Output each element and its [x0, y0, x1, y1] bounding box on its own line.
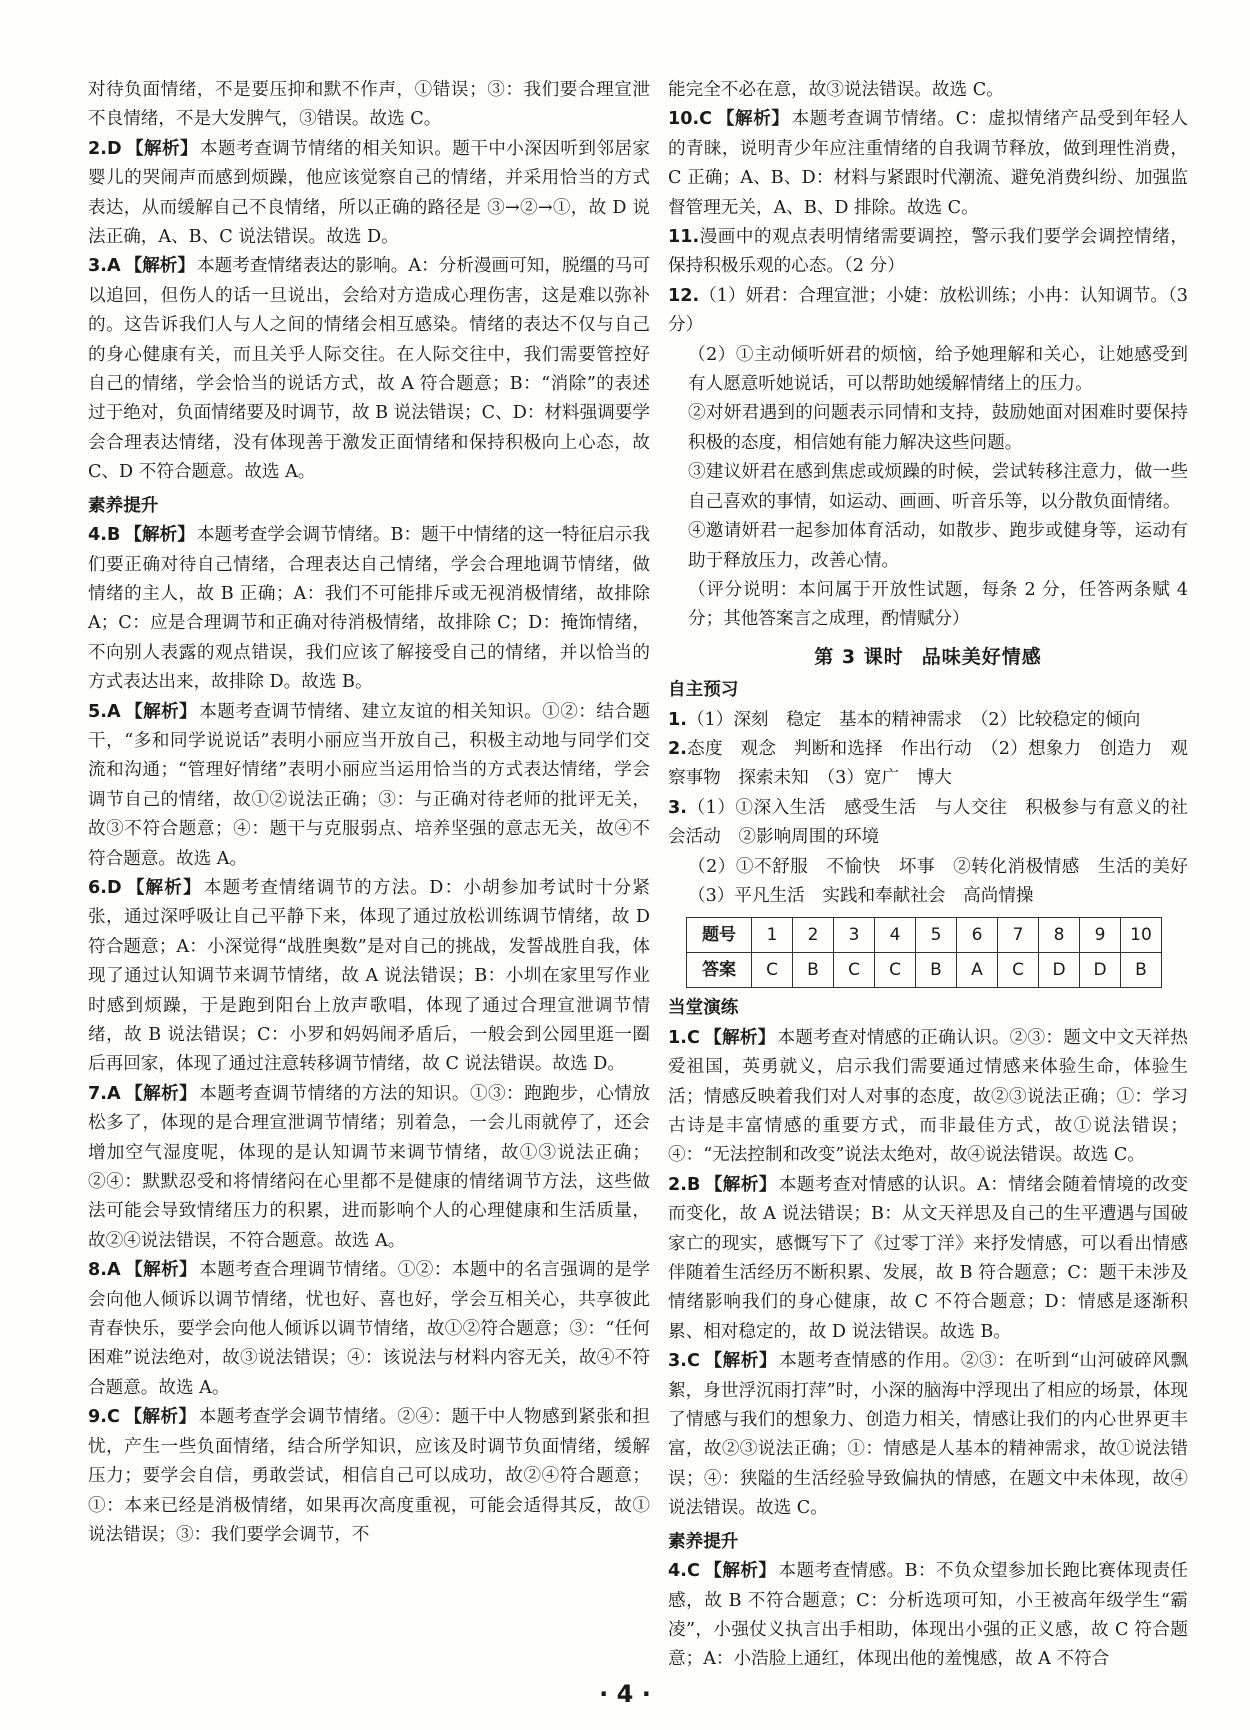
table-cell: A: [957, 953, 998, 988]
left-continuation: 对待负面情绪，不是要压抑和默不作声，①错误；③：我们要合理宣泄不良情绪，不是大发脾气，③错误。故选 C。: [88, 80, 650, 130]
table-cell: 5: [916, 918, 957, 953]
answer-table: [686, 917, 1162, 988]
q12-part: ④邀请妍君一起参加体育活动，如散步、跑步或健身等，运动有助于释放压力，改善心情。: [688, 521, 1188, 571]
q12-scoring-note: （评分说明：本问属于开放性试题，每条 2 分，任答两条赋 4 分；其他答案言之成理，酌情赋分）: [688, 579, 1188, 630]
answer-item: 5.A 【解析】 本题考查调节情绪、建立友谊的相关知识。①②：结合题干，“多和同学说说话”表明小丽应当开放自己，积极主动地与同学们交流和沟通；“管理好情绪”表明小丽应当运用恰当的方式表达情绪，学会调节自己的情绪，故①②说法正确；③：与正确对待老师的批评无关，故③不符合题意；④：题干与克服弱点、培养坚强的意志无关，故④不符合题意。故选 A。: [88, 701, 650, 869]
table-cell: 9: [1080, 918, 1121, 953]
answer-item: 2.D 【解析】 本题考查调节情绪的相关知识。题干中小深因听到邻居家婴儿的哭闹声而感到烦躁，他应该觉察自己的情绪，并采用恰当的方式表达，从而缓解自己不良情绪，所以正确的路径是 ③→②→①，故 D 说法正确，A、B、C 说法错误。故选 D。: [88, 138, 650, 248]
answer-item: 10.C 【解析】 本题考查调节情绪。C：虚拟情绪产品受到年轻人的青睐，说明青少年应注重情绪的自我调节释放，做到理性消费，C 正确；A、B、D：材料与紧跟时代潮流、避免消费纠纷、加强监督管理无关，A、B、D 排除。故选 C。: [668, 109, 1188, 218]
q12-part: ③建议妍君在感到焦虑或烦躁的时候，尝试转移注意力，做一些自己喜欢的事情，如运动、画画、听音乐等，以分散负面情绪。: [688, 462, 1188, 512]
section-heading: 当堂演练: [668, 998, 739, 1019]
answer-item: 6.D 【解析】 本题考查情绪调节的方法。D：小胡参加考试时十分紧张，通过深呼吸让自己平静下来，体现了通过放松训练调节情绪，故 D 符合题意；A：小深觉得“战胜奥数”是对自己的挑战，发誓战胜自我，体现了通过认知调节来调节情绪，故 A 说法错误；B：小圳在家里写作业时感到烦躁，于是跑到阳台上放声歌唱，体现了通过合理宣泄调节情绪，故 B 说法错误；C：小罗和妈妈闹矛盾后，一般会到公园里逛一圈后再回家，体现了通过注意转移调节情绪，故 C 说法错误。故选 D。: [88, 877, 650, 1075]
answer-item: 11.漫画中的观点表明情绪需要调控，警示我们要学会调控情绪，保持积极乐观的心态。（2 分）: [668, 227, 1188, 277]
answer-item: 4.C 【解析】 本题考查情感。B：不负众望参加长跑比赛体现责任感，故 B 不符合题意；C：分析选项可知，小王被高年级学生“霸凌”，小强仗义执言出手相助，体现出小强的正义感，故 C 符合题意；A：小浩脸上通红，体现出他的羞愧感，故 A 不符合: [668, 1561, 1188, 1670]
table-cell: C: [875, 953, 916, 988]
table-cell: B: [916, 953, 957, 988]
answer-item: 9.C 【解析】 本题考查学会调节情绪。②④：题干中人物感到紧张和担忧，产生一些负面情绪，结合所学知识，应该及时调节负面情绪，缓解压力；要学会自信，勇敢尝试，相信自己可以成功，故②④符合题意；①：本来已经是消极情绪，如果再次高度重视，可能会适得其反，故①说法错误；③：我们要学会调节，不: [88, 1407, 650, 1545]
table-cell: B: [793, 953, 834, 988]
table-cell: D: [1039, 953, 1080, 988]
table-cell: 10: [1121, 918, 1162, 953]
left-items-b: [88, 521, 650, 1550]
table-header-cell: 题号: [687, 918, 752, 953]
table-cell: C: [998, 953, 1039, 988]
preview-item: 3.（1）①深入生活 感受生活 与人交往 积极参与有意义的社会活动 ②影响周围的环境: [668, 797, 1188, 848]
lesson-title: 第 3 课时 品味美好情感: [814, 645, 1042, 668]
left-column: [88, 76, 650, 1550]
table-cell: B: [1121, 953, 1162, 988]
q12-part: （2）①主动倾听妍君的烦恼，给予她理解和关心，让她感受到有人愿意听她说话，可以帮助她缓解情绪上的压力。: [688, 344, 1188, 395]
answer-item: 12.（1）妍君：合理宣泄；小婕：放松训练；小冉：认知调节。（3 分）: [668, 285, 1188, 336]
answer-item: 7.A 【解析】 本题考查调节情绪的方法的知识。①③：跑跑步，心情放松多了，体现的是合理宣泄调节情绪；别着急，一会儿雨就停了，还会增加空气湿度呢，体现的是认知调节来调节情绪，故①③说法正确；②④：默默忍受和将情绪闷在心里都不是健康的情绪调节方法，这些做法可能会导致情绪压力的积累，进而影响个人的心理健康和生活质量，故②④说法错误，不符合题意。故选 A。: [88, 1083, 650, 1251]
answer-item: 3.C 【解析】 本题考查情感的作用。②③：在听到“山河破碎风飘絮，身世浮沉雨打萍”时，小深的脑海中浮现出了相应的场景，体现了情感与我们的想象力、创造力相关，情感让我们的内心世界更丰富，故②③说法正确；①：情感是人基本的精神需求，故①说法错误；④：狭隘的生活经验导致偏执的情感，在题文中未体现，故④说法错误。故选 C。: [668, 1351, 1188, 1519]
table-cell: 1: [752, 918, 793, 953]
section-heading: 素养提升: [88, 495, 159, 516]
table-cell: 3: [834, 918, 875, 953]
table-cell: 2: [793, 918, 834, 953]
table-cell: 7: [998, 918, 1039, 953]
section-heading: 自主预习: [668, 680, 739, 701]
table-row: [687, 918, 1162, 953]
q12-part: ②对妍君遇到的问题表示同情和支持，鼓励她面对困难时要保持积极的态度，相信她有能力解决这些问题。: [688, 403, 1188, 453]
page-number: · 4 ·: [599, 1680, 651, 1708]
right-column: [668, 76, 1206, 1675]
table-cell: 4: [875, 918, 916, 953]
table-cell: C: [834, 953, 875, 988]
table-row: [687, 953, 1162, 988]
answer-item: 4.B 【解析】 本题考查学会调节情绪。B：题干中情绪的这一特征启示我们要正确对待自己情绪，合理表达自己情绪，学会合理地调节情绪，做情绪的主人，故 B 正确；A：我们不可能排斥或无视消极情绪，故排除 A；C：应是合理调节和正确对待消极情绪，故排除 C；D：掩饰情绪，不向别人表露的观点错误，我们应该了解接受自己的情绪，并以恰当的方式表达出来，故排除 D。故选 B。: [88, 525, 650, 693]
answer-item: 1.C 【解析】 本题考查对情感的正确认识。②③：题文中文天祥热爱祖国，英勇就义，启示我们需要通过情感来体验生命，体验生活；情感反映着我们对人对事的态度，故②③说法正确；①：学习古诗是丰富情感的重要方式，而非最佳方式，故①说法错误；④：“无法控制和改变”说法太绝对，故④说法错误。故选 C。: [668, 1027, 1188, 1166]
preview-continuation: （2）①不舒服 不愉快 坏事 ②转化消极情感 生活的美好 （3）平凡生活 实践和奉献社会 高尚情操: [688, 856, 1206, 906]
answer-item: 3.A 【解析】 本题考查情绪表达的影响。A：分析漫画可知，脱缰的马可以追回，但伤人的话一旦说出，会给对方造成心理伤害，这是难以弥补的。这告诉我们人与人之间的情绪会相互感染。情绪的表达不仅与自己的身心健康有关，而且关乎人际交往。在人际交往中，我们需要管控好自己的情绪，学会恰当的说话方式，故 A 符合题意；B：“消除”的表述过于绝对，负面情绪要及时调节，故 B 说法错误；C、D：材料强调要学会合理表达情绪，没有体现善于激发正面情绪和保持积极向上心态，故 C、D 不符合题意。故选 A。: [88, 256, 650, 483]
answer-item: 8.A 【解析】 本题考查合理调节情绪。①②：本题中的名言强调的是学会向他人倾诉以调节情绪，忧也好、喜也好，学会互相关心，共享彼此青春快乐，要学会向他人倾诉以调节情绪，故①②符合题意；③：“任何困难”说法绝对，故③说法错误；④：该说法与材料内容无关，故④不符合题意。故选 A。: [88, 1260, 650, 1398]
table-header-cell: 答案: [687, 953, 752, 988]
right-continuation: 能完全不必在意，故③说法错误。故选 C。: [668, 80, 1004, 100]
left-items-a: [88, 135, 650, 488]
preview-item: 1.（1）深刻 稳定 基本的精神需求 （2）比较稳定的倾向: [668, 709, 1141, 730]
table-cell: 6: [957, 918, 998, 953]
section-heading: 素养提升: [668, 1531, 739, 1552]
table-cell: C: [752, 953, 793, 988]
q12-parts: [668, 341, 1188, 635]
table-cell: D: [1080, 953, 1121, 988]
answer-item: 2.B 【解析】 本题考查对情感的认识。A：情绪会随着情境的改变而变化，故 A 说法错误；B：从文天祥思及自己的生平遭遇与国破家亡的现实，感慨写下了《过零丁洋》来抒发情感，可以看出情感伴随着生活经历不断积累、发展，故 B 符合题意；C：题干未涉及情绪影响我们的身心健康，故 C 不符合题意；D：情感是逐渐积累、相对稳定的，故 D 说法错误。故选 B。: [668, 1174, 1188, 1342]
table-cell: 8: [1039, 918, 1080, 953]
preview-item: 2.态度 观念 判断和选择 作出行动 （2）想象力 创造力 观察事物 探索未知 （3）宽广 博大: [668, 738, 1188, 789]
